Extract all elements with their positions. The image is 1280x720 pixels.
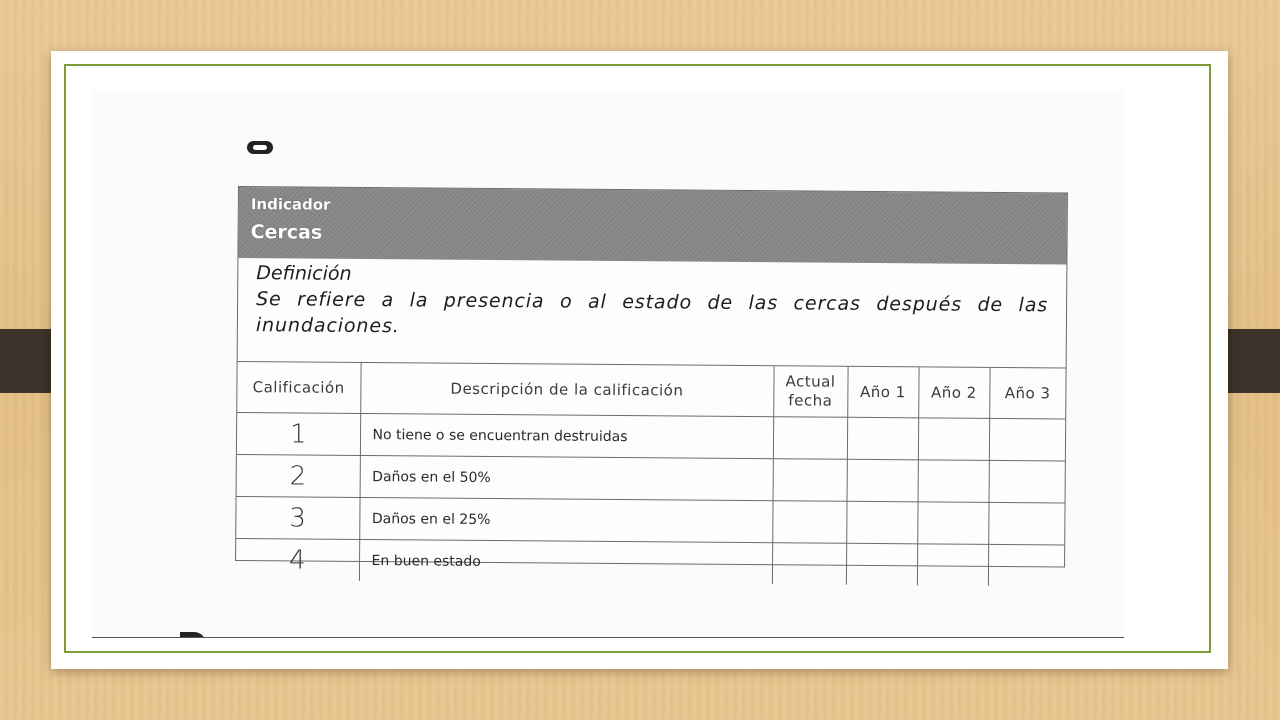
column-header-year-3: Año 3 [989, 368, 1065, 419]
column-header-current-date: Actual fecha [773, 366, 847, 417]
description-cell: Daños en el 25% [359, 497, 772, 542]
table-row [237, 413, 1065, 462]
year-3-cell [989, 418, 1065, 461]
table-row [237, 454, 1065, 503]
scanned-page [92, 91, 1124, 638]
current-date-cell [772, 501, 846, 544]
current-date-cell [772, 543, 846, 585]
year-1-cell [846, 501, 917, 544]
year-3-cell [988, 502, 1064, 545]
current-date-cell [773, 417, 847, 460]
description-cell: En buen estado [359, 539, 772, 584]
indicator-label: Indicador [250, 195, 331, 214]
column-header-year-1: Año 1 [847, 367, 918, 418]
definition-text: Se refiere a la presencia o al estado de las cercas después de las inundaciones. [255, 288, 1049, 338]
definition-box [238, 258, 1067, 368]
year-1-cell [846, 543, 917, 585]
year-2-cell [918, 460, 989, 503]
year-2-cell [918, 418, 989, 461]
description-cell: No tiene o se encuentran destruidas [360, 413, 773, 458]
table-header-row [237, 362, 1065, 419]
year-3-cell [988, 544, 1064, 586]
year-2-cell [917, 544, 988, 586]
year-1-cell [847, 417, 918, 460]
year-3-cell [989, 460, 1065, 503]
rating-table [236, 362, 1066, 586]
year-1-cell [847, 459, 918, 502]
slide-frame [64, 64, 1211, 653]
table-row [236, 538, 1064, 586]
current-date-cell [773, 459, 847, 502]
score-cell: 4 [236, 538, 359, 580]
column-header-score: Calificación [237, 362, 360, 413]
column-header-description: Descripción de la calificación [360, 363, 773, 417]
section-marker-icon [247, 141, 273, 154]
score-cell: 2 [237, 454, 360, 497]
scan-edge-line [92, 637, 1124, 638]
column-header-year-2: Año 2 [918, 367, 989, 418]
year-2-cell [917, 502, 988, 545]
score-cell: 3 [236, 496, 359, 539]
description-cell: Daños en el 50% [360, 455, 773, 500]
indicator-name: Cercas [250, 221, 323, 244]
slide [51, 51, 1228, 669]
indicator-card [235, 186, 1068, 576]
definition-heading: Definición [256, 262, 352, 285]
table-row [236, 496, 1064, 545]
score-cell: 1 [237, 413, 360, 456]
indicator-header [238, 187, 1067, 265]
